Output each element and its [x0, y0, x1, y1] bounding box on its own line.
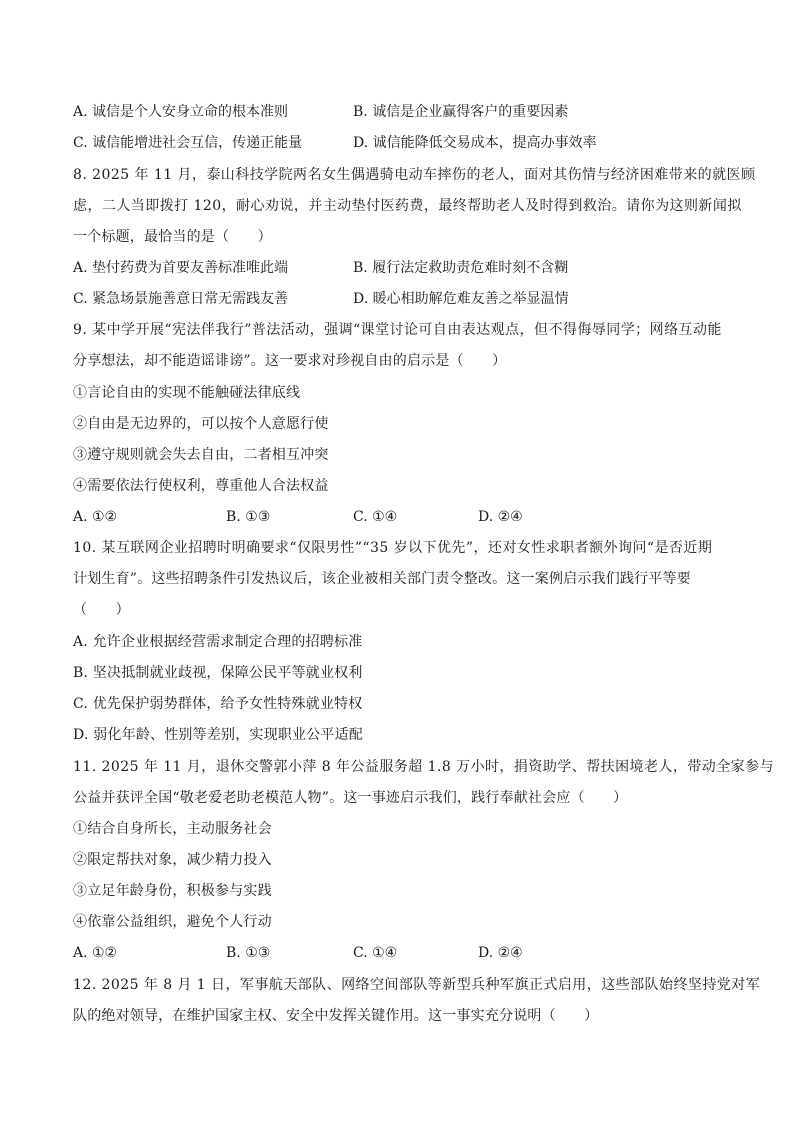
q8-option-c: C. 紧急场景施善意日常无需践友善	[73, 291, 289, 307]
q11-statement-3: ③立足年龄身份，积极参与实践	[73, 883, 272, 899]
q9-option-c: C. ①④	[353, 509, 398, 525]
q11-option-b: B. ①③	[226, 945, 271, 961]
q9-statement-2: ②自由是无边界的，可以按个人意愿行使	[73, 416, 329, 432]
q8-stem-line-2: 虑，二人当即拨打 120，耐心劝说，并主动垫付医药费，最终帮助老人及时得到救治。请你为这则新闻拟	[73, 198, 742, 214]
q8-stem-line-1: 8. 2025 年 11 月，泰山科技学院两名女生偶遇骑电动车摔伤的老人，面对其伤情与经济困难带来的就医顾	[73, 167, 756, 183]
q9-option-a: A. ①②	[73, 509, 118, 525]
q10-option-d: D. 弱化年龄、性别等差别，实现职业公平适配	[73, 727, 364, 743]
q7-option-b: B. 诚信是企业赢得客户的重要因素	[353, 104, 569, 120]
q11-statement-1: ①结合自身所长，主动服务社会	[73, 821, 272, 837]
q12-stem-line-2: 队的绝对领导，在维护国家主权、安全中发挥关键作用。这一事实充分说明（ ）	[73, 1008, 599, 1024]
q10-stem-line-3: （ ）	[73, 602, 130, 618]
q7-option-c: C. 诚信能增进社会互信，传递正能量	[73, 135, 303, 151]
q10-option-a: A. 允许企业根据经营需求制定合理的招聘标准	[73, 634, 363, 650]
q12-stem-line-1: 12. 2025 年 8 月 1 日，军事航天部队、网络空间部队等新型兵种军旗正式启用，这些部队始终坚持党对军	[73, 977, 761, 993]
q7-option-d: D. 诚信能降低交易成本，提高办事效率	[353, 135, 597, 151]
q10-option-b: B. 坚决抵制就业歧视，保障公民平等就业权利	[73, 665, 363, 681]
q11-statement-4: ④依靠公益组织，避免个人行动	[73, 914, 272, 930]
q7-option-a: A. 诚信是个人安身立命的根本准则	[73, 104, 289, 120]
q11-option-c: C. ①④	[353, 945, 398, 961]
q9-statement-3: ③遵守规则就会失去自由，二者相互冲突	[73, 447, 329, 463]
q9-option-d: D. ②④	[478, 509, 523, 525]
q10-stem-line-2: 计划生育”。这些招聘条件引发热议后，该企业被相关部门责令整改。这一案例启示我们践行平等要	[73, 571, 691, 587]
q8-option-b: B. 履行法定救助责危难时刻不含糊	[353, 260, 569, 276]
q8-option-a: A. 垫付药费为首要友善标准唯此端	[73, 260, 289, 276]
q11-option-d: D. ②④	[478, 945, 523, 961]
q9-option-b: B. ①③	[226, 509, 271, 525]
q11-stem-line-2: 公益并获评全国“敬老爱老助老模范人物”。这一事迹启示我们，践行奉献社会应（ ）	[73, 790, 628, 806]
q9-stem-line-2: 分享想法，却不能造谣诽谤”。这一要求对珍视自由的启示是（ ）	[73, 353, 507, 369]
q11-statement-2: ②限定帮扶对象，减少精力投入	[73, 852, 272, 868]
q9-statement-1: ①言论自由的实现不能触碰法律底线	[73, 385, 301, 401]
q9-statement-4: ④需要依法行使权利，尊重他人合法权益	[73, 478, 329, 494]
q10-option-c: C. 优先保护弱势群体，给予女性特殊就业特权	[73, 696, 363, 712]
q9-stem-line-1: 9. 某中学开展“宪法伴我行”普法活动，强调“课堂讨论可自由表达观点，但不得侮辱同学；网络互动能	[73, 322, 722, 338]
q11-stem-line-1: 11. 2025 年 11 月，退休交警郭小萍 8 年公益服务超 1.8 万小时，捐资助学、帮扶困境老人，带动全家参与	[73, 759, 775, 775]
q10-stem-line-1: 10. 某互联网企业招聘时明确要求“仅限男性”“35 岁以下优先”，还对女性求职者额外询问“是否近期	[73, 540, 713, 556]
q8-stem-line-3: 一个标题，最恰当的是（ ）	[73, 229, 272, 245]
q8-option-d: D. 暖心相助解危难友善之举显温情	[353, 291, 569, 307]
q11-option-a: A. ①②	[73, 945, 118, 961]
